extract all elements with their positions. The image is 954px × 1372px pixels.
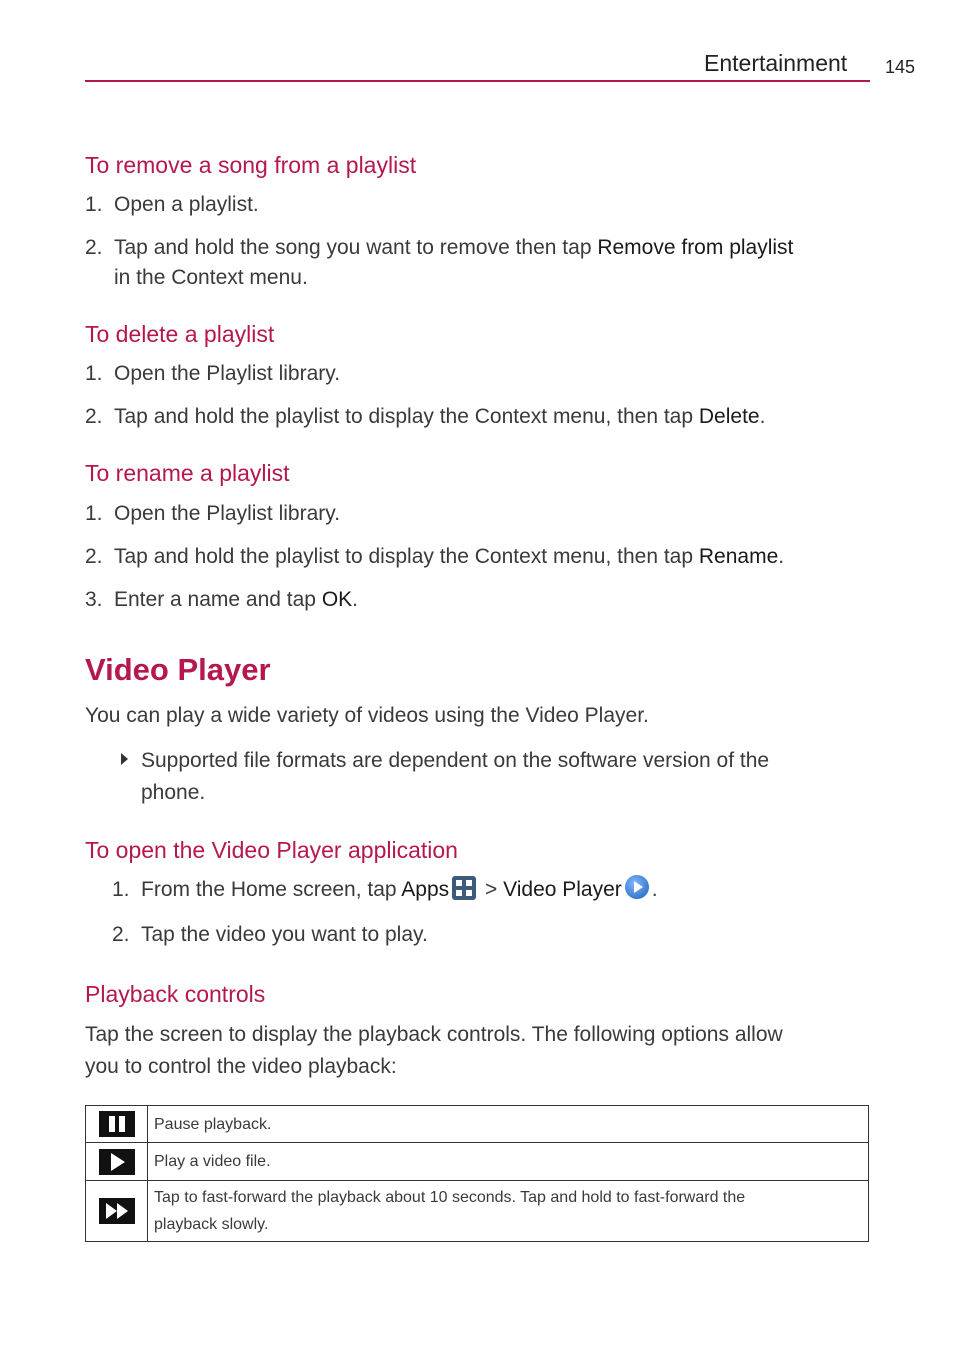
description-cell: Play a video file.	[148, 1143, 869, 1181]
pause-icon	[99, 1111, 135, 1137]
description-cell: Pause playback.	[148, 1106, 869, 1143]
playback-para-line-1: Tap the screen to display the playback controls. The following options allow	[85, 1023, 783, 1046]
step-number: 2.	[85, 405, 103, 428]
step-text: Open the Playlist library.	[114, 362, 341, 385]
video-player-intro: You can play a wide variety of videos using the Video Player.	[85, 704, 649, 727]
bullet-line-1: Supported file formats are dependent on the software version of the	[141, 749, 770, 772]
step-number: 2.	[112, 923, 130, 946]
rename-label: Rename	[698, 545, 779, 568]
step-text: Open the Playlist library.	[114, 502, 341, 525]
step-text	[141, 875, 658, 905]
video-player-title: Video Player	[85, 652, 271, 687]
step-text	[114, 585, 358, 615]
step-text	[114, 233, 793, 263]
header-divider	[85, 80, 870, 82]
icon-cell	[86, 1106, 148, 1143]
step-text-b: in the Context menu.	[114, 266, 308, 289]
step-text-a: Tap and hold the playlist to display the Context menu, then tap	[114, 545, 699, 568]
playback-para-line-2: you to control the video playback:	[85, 1055, 397, 1078]
play-icon	[99, 1149, 135, 1175]
table-row	[86, 1143, 869, 1181]
step-text-b: .	[759, 405, 766, 428]
separator: >	[479, 878, 504, 901]
step-number: 3.	[85, 588, 103, 611]
remove-song-heading: To remove a song from a playlist	[85, 152, 417, 178]
period: .	[651, 878, 658, 901]
step-text-a: From the Home screen, tap	[141, 878, 402, 901]
icon-cell	[86, 1181, 148, 1242]
playback-heading: Playback controls	[85, 981, 266, 1007]
description-line-2: playback slowly.	[154, 1216, 269, 1233]
fast-forward-icon	[99, 1198, 135, 1224]
step-number: 1.	[85, 362, 103, 385]
video-player-label: Video Player	[503, 878, 622, 901]
step-text	[114, 402, 765, 432]
step-text-b: .	[778, 545, 785, 568]
apps-label: Apps	[401, 878, 450, 901]
rename-playlist-heading: To rename a playlist	[85, 460, 290, 486]
table-row	[86, 1181, 869, 1242]
page-number: 145	[885, 57, 916, 77]
section-title: Entertainment	[704, 50, 848, 76]
delete-label: Delete	[698, 405, 760, 428]
ok-label: OK	[321, 588, 353, 611]
step-text: Open a playlist.	[114, 193, 259, 216]
step-text-b: .	[352, 588, 358, 611]
step-number: 2.	[85, 236, 103, 259]
open-app-heading: To open the Video Player application	[85, 837, 458, 863]
description-cell	[148, 1181, 869, 1242]
step-text	[114, 542, 784, 572]
apps-icon	[452, 876, 476, 900]
step-number: 1.	[85, 193, 103, 216]
bullet-line-2: phone.	[141, 781, 206, 804]
table-row	[86, 1106, 869, 1143]
step-text-a: Enter a name and tap	[114, 588, 322, 611]
step-text-a: Tap and hold the song you want to remove then tap	[114, 236, 598, 259]
delete-playlist-heading: To delete a playlist	[85, 321, 275, 347]
icon-cell	[86, 1143, 148, 1181]
step-number: 1.	[112, 878, 130, 901]
description-line-1: Tap to fast-forward the playback about 10 seconds. Tap and hold to fast-forward the	[154, 1189, 746, 1206]
step-text: Tap the video you want to play.	[141, 923, 428, 946]
video-player-icon	[625, 875, 649, 899]
remove-from-playlist-label: Remove from playlist	[597, 236, 794, 259]
step-text-a: Tap and hold the playlist to display the Context menu, then tap	[114, 405, 699, 428]
step-number: 1.	[85, 502, 103, 525]
playback-controls-table	[85, 1105, 869, 1242]
step-number: 2.	[85, 545, 103, 568]
bullet-arrow-icon	[121, 753, 128, 765]
